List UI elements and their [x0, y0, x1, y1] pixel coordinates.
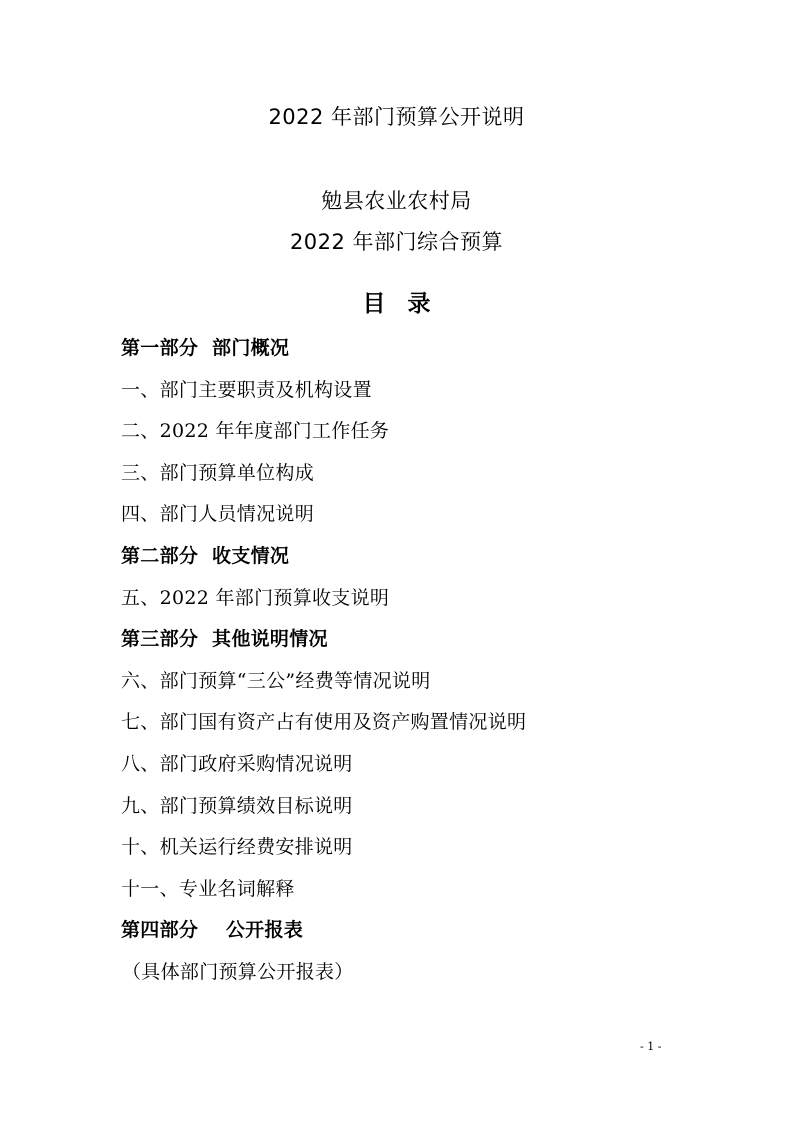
toc-heading-char-2: 录 [407, 291, 431, 317]
toc-item-8: 八、部门政府采购情况说明 [121, 752, 353, 775]
toc-heading [0, 288, 793, 320]
toc-part-4: 第四部分 公开报表 [121, 919, 304, 942]
table-of-contents [121, 332, 741, 998]
toc-part-2: 第二部分 收支情况 [121, 544, 290, 567]
toc-item-10: 十、机关运行经费安排说明 [121, 836, 353, 859]
toc-note: （具体部门预算公开报表） [122, 960, 354, 983]
toc-item-5: 五、2022 年部门预算收支说明 [121, 586, 390, 609]
toc-part-1: 第一部分 部门概况 [121, 337, 290, 359]
toc-item-11: 十一、专业名词解释 [121, 877, 295, 900]
organization-name: 勉县农业农村局 [321, 189, 472, 213]
budget-title: 2022 年部门综合预算 [289, 230, 504, 254]
toc-item-4: 四、部门人员情况说明 [121, 503, 315, 526]
page-number: - 1 - [640, 1040, 662, 1053]
toc-item-7: 七、部门国有资产占有使用及资产购置情况说明 [121, 711, 527, 734]
toc-item-9: 九、部门预算绩效目标说明 [121, 794, 353, 817]
toc-heading-char-1: 目 [362, 291, 386, 317]
toc-item-1: 一、部门主要职责及机构设置 [121, 378, 372, 401]
document-title: 2022 年部门预算公开说明 [268, 105, 525, 129]
toc-item-3: 三、部门预算单位构成 [121, 461, 315, 484]
toc-item-6: 六、部门预算“三公”经费等情况说明 [121, 669, 431, 692]
toc-item-2: 二、2022 年年度部门工作任务 [121, 420, 390, 443]
toc-part-3: 第三部分 其他说明情况 [121, 628, 328, 651]
